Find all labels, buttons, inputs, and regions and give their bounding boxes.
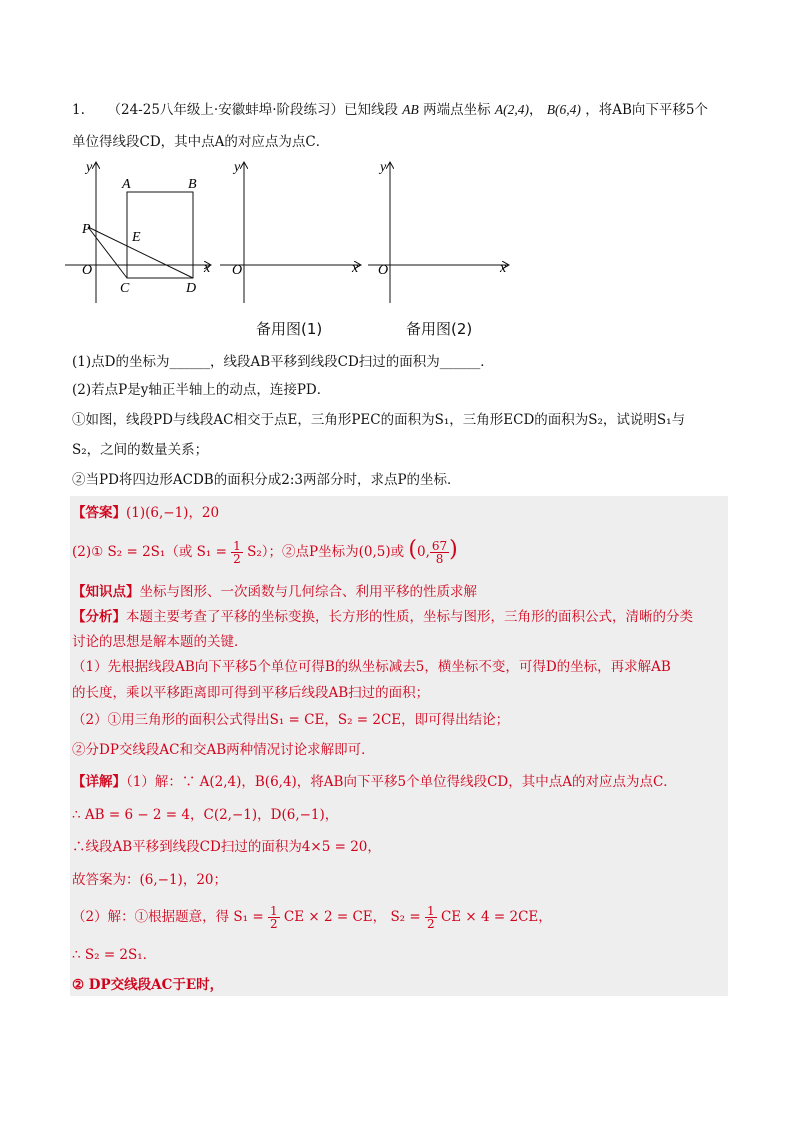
detail-line-5 — [72, 905, 552, 930]
label-p: P — [82, 222, 91, 237]
problem-line-1: 1. （24-25八年级上·安徽蚌埠·阶段练习）已知线段 AB 两端点坐标 A(2,4)， B(6,4) ，将AB向下平移5个 — [72, 102, 708, 118]
detail-line-1 — [72, 772, 677, 792]
coord-b: B(6,4) — [546, 102, 581, 117]
label-x: x — [204, 261, 211, 276]
caption-spare-2: 备用图(2) — [406, 320, 473, 338]
answer-1: (1)(6,−1)，20 — [126, 505, 220, 521]
label-y-spare-2: y — [380, 160, 387, 175]
detail-5-s1: S₁ = — [233, 909, 264, 925]
label-e: E — [132, 230, 141, 245]
question-1: (1)点D的坐标为______，线段AB平移到线段CD扫过的面积为______． — [72, 354, 494, 370]
label-c: C — [120, 281, 130, 296]
problem-line1-rest: 两端点坐标 — [423, 102, 491, 118]
analysis-line-2: 讨论的思想是解本题的关键． — [72, 634, 248, 650]
answer-2-fraction: $\frac{1}{2}$ — [233, 539, 241, 566]
question-2a-line-2: S₂，之间的数量关系； — [72, 442, 209, 458]
question-2a-line-1: ①如图，线段PD与线段AC相交于点E，三角形PEC的面积为S₁，三角形ECD的面积为S₂，试说明S₁与 — [72, 412, 686, 428]
label-x-spare-2: x — [500, 261, 507, 276]
answer-line-2: (2)① S₂ = 2S₁（或 S₁ = $\frac{1}{2}$ S₂）；②点P坐标为(0,5)或 (0, $\frac{67}{8}$ ) — [72, 537, 458, 566]
problem-source: （24-25八年级上·安徽蚌埠·阶段练习）已知线段 — [107, 102, 398, 118]
label-a: A — [122, 177, 131, 192]
detail-5-half-1: $\frac{1}{2}$ — [269, 904, 278, 931]
label-o: O — [82, 263, 93, 278]
analysis-line-1 — [72, 607, 693, 627]
analysis-line-6: ②分DP交线段AC和交AB两种情况讨论求解即可． — [72, 742, 375, 758]
answer-2-mid: S₂）；②点P坐标为(0,5)或 — [247, 544, 405, 560]
label-d: D — [186, 281, 197, 296]
spare-figure-1 — [220, 160, 360, 303]
detail-5-s1-expr: CE × 2 = CE， — [283, 909, 387, 925]
answer-line-1 — [72, 503, 219, 523]
detail-line-2: ∴ AB = 6 − 2 = 4，C(2,−1)，D(6,−1)， — [72, 807, 339, 823]
label-y-spare-1: y — [234, 160, 241, 175]
question-2: (2)若点P是y轴正半轴上的动点，连接PD． — [72, 382, 331, 398]
analysis-tag: 【分析】 — [72, 609, 126, 625]
caption-spare-1: 备用图(1) — [256, 320, 323, 338]
problem-line1-end: ，将AB向下平移5个 — [585, 102, 708, 118]
detail-line-3: ∴线段AB平移到线段CD扫过的面积为4×5 = 20， — [72, 839, 381, 855]
detail-5-s2: S₂ = — [390, 909, 421, 925]
label-x-spare-1: x — [352, 261, 359, 276]
answer-tag: 【答案】 — [72, 505, 126, 521]
detail-5-s2-expr: CE × 4 = 2CE， — [440, 909, 552, 925]
answer-2-prefix: (2)① S₂ = 2S₁（或 S₁ = — [72, 544, 227, 560]
analysis-line-4: 的长度，乘以平移距离即可得到平移后线段AB扫过的面积； — [72, 685, 430, 701]
question-2b: ②当PD将四边形ACDB的面积分成2:3两部分时，求点P的坐标． — [72, 472, 461, 488]
problem-line-2: 单位得线段CD，其中点A的对应点为点C． — [72, 134, 330, 150]
analysis-text-1: 本题主要考查了平移的坐标变换，长方形的性质，坐标与图形，三角形的面积公式，清晰的分类 — [126, 609, 693, 625]
figure-area — [60, 155, 520, 305]
answer-2-coord-fraction: $\frac{67}{8}$ — [431, 539, 448, 566]
detail-5-prefix: （2）解：①根据题意，得 — [72, 909, 230, 925]
coord-a: A(2,4) — [494, 102, 529, 117]
knowledge-tag: 【知识点】 — [72, 584, 140, 600]
detail-5-half-2: $\frac{1}{2}$ — [427, 904, 435, 931]
knowledge-point — [72, 582, 477, 602]
analysis-line-3: （1）先根据线段AB向下平移5个单位可得B的纵坐标减去5，横坐标不变，可得D的坐标，再求解AB — [72, 659, 671, 675]
detail-line-4: 故答案为：(6,−1)，20； — [72, 872, 227, 888]
problem-number: 1. — [72, 102, 85, 118]
main-figure — [65, 160, 211, 303]
label-y: y — [86, 160, 93, 175]
label-b: B — [188, 177, 197, 192]
label-o-spare-2: O — [378, 263, 389, 278]
detail-text-1: （1）解：∵ A(2,4)，B(6,4)，将AB向下平移5个单位得线段CD，其中点A的对应点为点C． — [126, 774, 677, 790]
detail-tag: 【详解】 — [72, 774, 126, 790]
spare-figure-2 — [368, 160, 508, 303]
segment-ab: AB — [402, 102, 419, 117]
segment-pc — [88, 227, 127, 278]
label-o-spare-1: O — [232, 263, 243, 278]
analysis-line-5: （2）①用三角形的面积公式得出S₁ = CE，S₂ = 2CE，即可得出结论； — [72, 712, 510, 728]
knowledge-text: 坐标与图形、一次函数与几何综合、利用平移的性质求解 — [139, 584, 477, 600]
detail-line-6: ∴ S₂ = 2S₁． — [72, 947, 157, 963]
detail-line-7: ② DP交线段AC于E时， — [72, 977, 224, 993]
